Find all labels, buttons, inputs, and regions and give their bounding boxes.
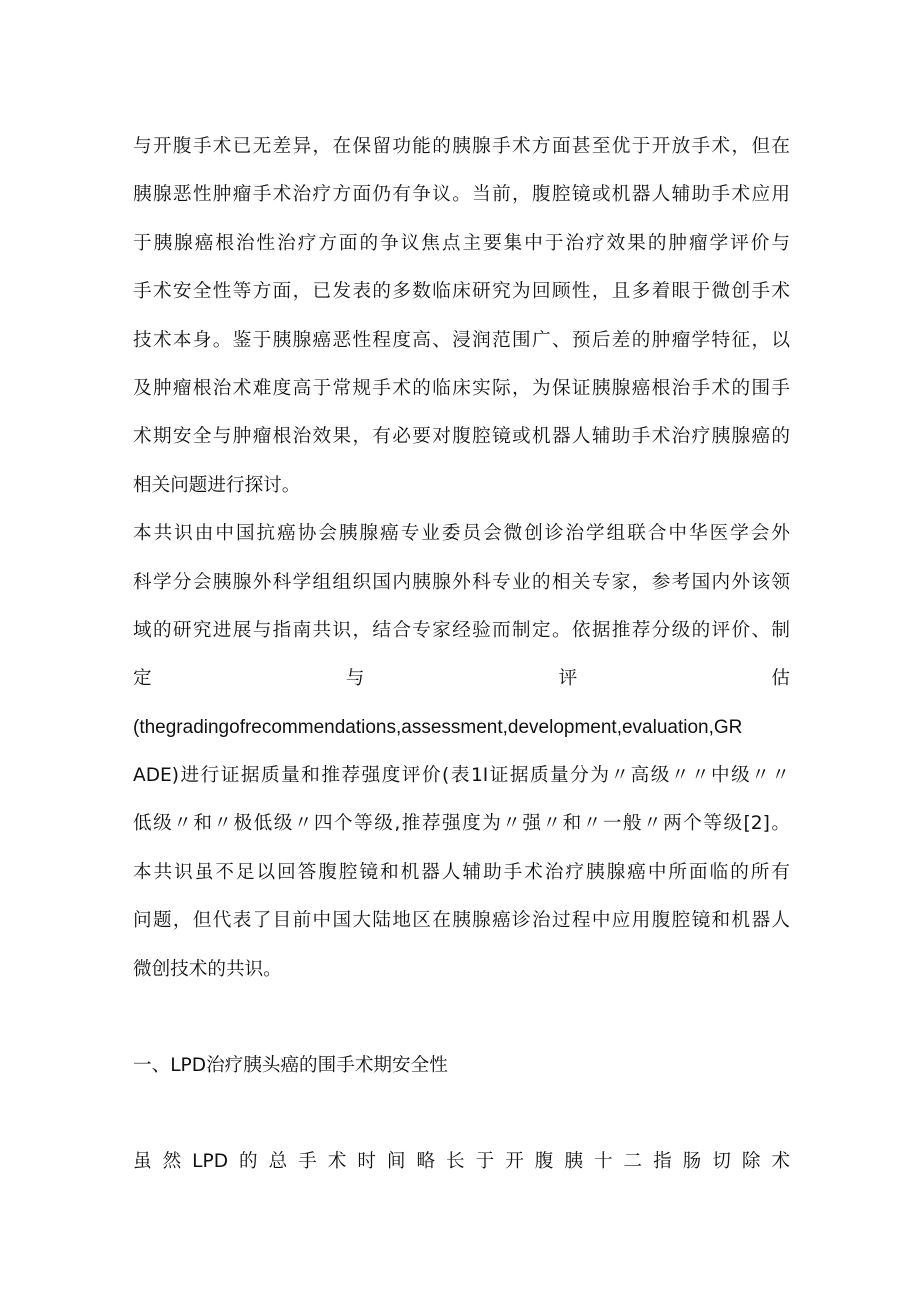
text-line: 相关问题进行探讨。 <box>133 474 301 496</box>
spacer <box>133 1090 790 1138</box>
text-line: 问题，但代表了目前中国大陆地区在胰腺癌诊治过程中应用腹腔镜和机器人 <box>133 910 790 932</box>
text-line: 本共识由中国抗癌协会胰腺癌专业委员会微创诊治学组联合中华医学会外 <box>133 523 790 545</box>
text-line: 微创技术的共识。 <box>133 958 282 980</box>
text-line: 手术安全性等方面，已发表的多数临床研究为回顾性，且多着眼于微创手术 <box>133 281 790 303</box>
text-line: 定 与 评 估 <box>133 668 790 690</box>
document-page <box>133 123 790 1187</box>
text-line: 科学分会胰腺外科学组组织国内胰腺外科专业的相关专家，参考国内外该领 <box>133 571 790 593</box>
text-line: 技术本身。鉴于胰腺癌恶性程度高、浸润范围广、预后差的肿瘤学特征，以 <box>133 329 790 351</box>
paragraph-lpd-safety <box>133 1138 790 1186</box>
text-line: 虽然LPD的总手术时间略长于开腹胰十二指肠切除术 <box>133 1151 790 1173</box>
text-line: 与开腹手术已无差异，在保留功能的胰腺手术方面甚至优于开放手术，但在 <box>133 136 790 157</box>
text-line: 及肿瘤根治术难度高于常规手术的临床实际，为保证胰腺癌根治手术的围手 <box>133 377 790 399</box>
paragraph-consensus-basis <box>133 510 790 994</box>
text-line: (thegradingofrecommendations,assessment,development,evaluation,GR <box>133 716 743 738</box>
paragraph-intro-continued <box>133 123 790 510</box>
text-line: 于胰腺癌根治性治疗方面的争议焦点主要集中于治疗效果的肿瘤学评价与 <box>133 232 790 254</box>
text-line: 低级〃和〃极低级〃四个等级,推荐强度为〃强〃和〃一般〃两个等级[2]。 <box>133 813 790 835</box>
text-line: 术期安全与肿瘤根治效果，有必要对腹腔镜或机器人辅助手术治疗胰腺癌的 <box>133 426 790 448</box>
text-line: 胰腺恶性肿瘤手术治疗方面仍有争议。当前，腹腔镜或机器人辅助手术应用 <box>133 184 790 206</box>
text-line: ADE)进行证据质量和推荐强度评价(表1I证据质量分为〃高级〃〃中级〃〃 <box>133 765 790 787</box>
section-heading: 一、LPD治疗胰头癌的围手术期安全性 <box>133 1055 448 1077</box>
text-line: 域的研究进展与指南共识，结合专家经验而制定。依据推荐分级的评价、制 <box>133 619 790 641</box>
spacer <box>133 994 790 1042</box>
text-line: 本共识虽不足以回答腹腔镜和机器人辅助手术治疗胰腺癌中所面临的所有 <box>133 861 790 883</box>
